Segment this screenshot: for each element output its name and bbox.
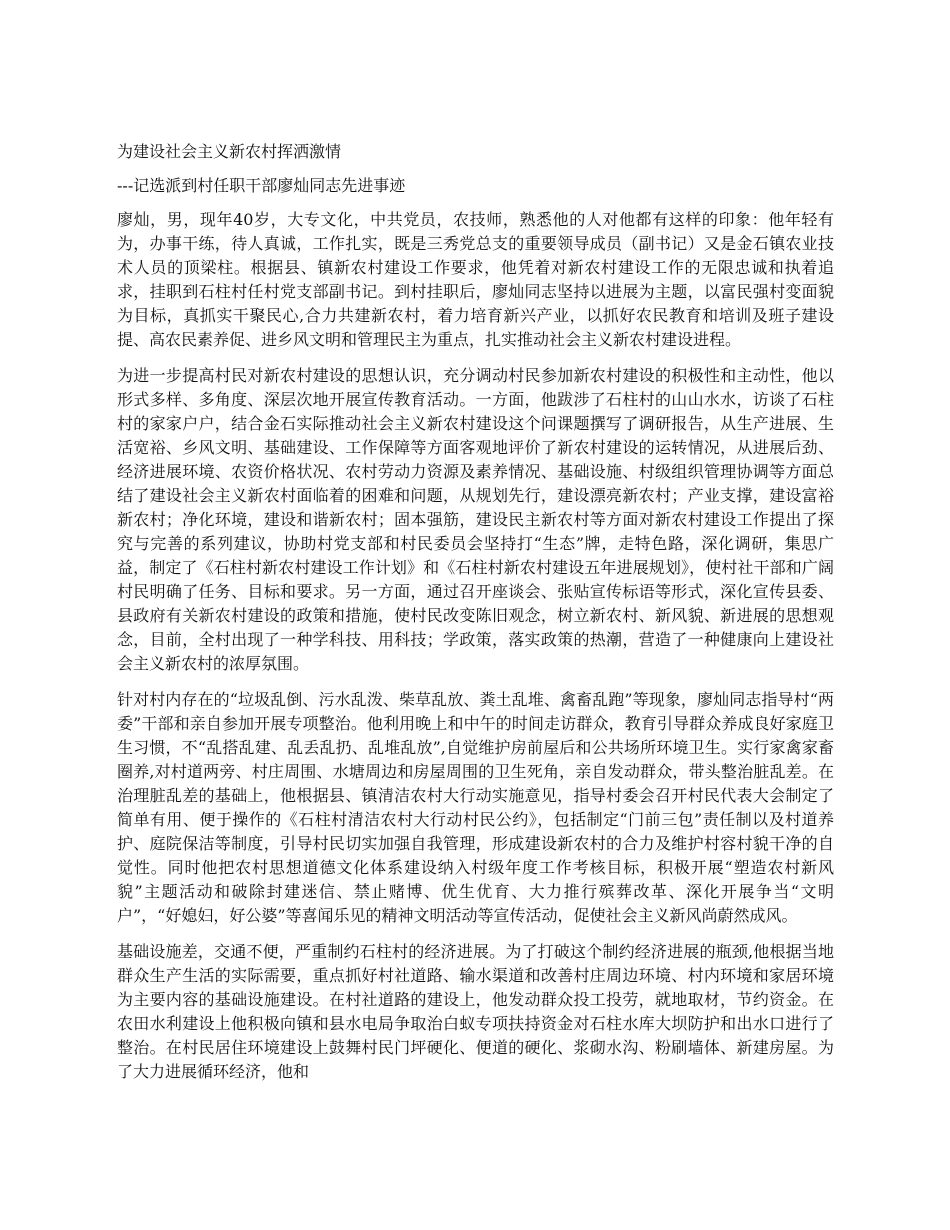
document-title: 为建设社会主义新农村挥洒激情 xyxy=(117,142,342,161)
document-subtitle: ---记选派到村任职干部廖灿同志先进事迹 xyxy=(117,176,406,195)
paragraph-1: 廖灿，男，现年40岁，大专文化，中共党员，农技师，熟悉他的人对他都有这样的印象：他年轻有为，办事干练，待人真诚，工作扎实，既是三秀党总支的重要领导成员（副书记）又是金石镇农业技术人员的顶梁柱。根据县、镇新农村建设工作要求，他凭着对新农村建设工作的无限忠诚和执着追求，挂职到石柱村任村党支部副书记。到村挂职后，廖灿同志坚持以进展为主题，以富民强村变面貌为目标，真抓实干聚民心,合力共建新农村，着力培育新兴产业，以抓好农民教育和培训及班子建设提、高农民素养促、进乡风文明和管理民主为重点，扎实推动社会主义新农村建设进程。 xyxy=(117,210,834,349)
paragraph-2: 为进一步提高村民对新农村建设的思想认识，充分调动村民参加新农村建设的积极性和主动性，他以形式多样、多角度、深层次地开展宣传教育活动。一方面，他跋涉了石柱村的山山水水，访谈了石柱村的家家户户，结合金石实际推动社会主义新农村建设这个问课题撰写了调研报告，从生产进展、生活宽裕、乡风文明、基础建设、工作保障等方面客观地评价了新农村建设的运转情况，从进展后劲、经济进展环境、农资价格状况、农村劳动力资源及素养情况、基础设施、村级组织管理协调等方面总结了建设社会主义新农村面临着的困难和问题，从规划先行，建设漂亮新农村；产业支撑，建设富裕新农村；净化环境，建设和谐新农村；固本强筋，建设民主新农村等方面对新农村建设工作提出了探究与完善的系列建议，协助村党支部和村民委员会坚持打“生态”牌，走特色路，深化调研，集思广益，制定了《石柱村新农村建设工作计划》和《石柱村新农村建设五年进展规划》，使村社干部和广阔村民明确了任务、目标和要求。另一方面，通过召开座谈会、张贴宣传标语等形式，深化宣传县委、县政府有关新农村建设的政策和措施，使村民改变陈旧观念，树立新农村、新风貌、新进展的思想观念，目前，全村出现了一种学科技、用科技；学政策，落实政策的热潮，营造了一种健康向上建设社会主义新农村的浓厚氛围。 xyxy=(117,366,834,673)
paragraph-4: 基础设施差，交通不便，严重制约石柱村的经济进展。为了打破这个制约经济进展的瓶颈,他根据当地群众生产生活的实际需要，重点抓好村社道路、输水渠道和改善村庄周边环境、村内环境和家居环境为主要内容的基础设施建设。在村社道路的建设上，他发动群众投工投劳，就地取材，节约资金。在农田水利建设上他积极向镇和县水电局争取治白蚁专项扶持资金对石柱水库大坝防护和出水口进行了整治。在村民居住环境建设上鼓舞村民门坪硬化、便道的硬化、浆砌水沟、粉刷墙体、新建房屋。为了大力进展循环经济，他和 xyxy=(117,942,834,1081)
paragraph-3: 针对村内存在的“垃圾乱倒、污水乱泼、柴草乱放、粪土乱堆、禽畜乱跑”等现象，廖灿同志指导村“两委”干部和亲自参加开展专项整治。他利用晚上和中午的时间走访群众，教育引导群众养成良好家庭卫生习惯，不“乱搭乱建、乱丢乱扔、乱堆乱放”,自觉维护房前屋后和公共场所环境卫生。实行家禽家畜圈养,对村道两旁、村庄周围、水塘周边和房屋周围的卫生死角，亲自发动群众，带头整治脏乱差。在治理脏乱差的基础上，他根据县、镇清洁农村大行动实施意见，指导村委会召开村民代表大会制定了简单有用、便于操作的《石柱村清洁农村大行动村民公约》，包括制定“门前三包”责任制以及村道养护、庭院保洁等制度，引导村民切实加强自我管理，形成建设新农村的合力及维护村容村貌干净的自觉性。同时他把农村思想道德文化体系建设纳入村级年度工作考核目标，积极开展“塑造农村新风貌”主题活动和破除封建迷信、禁止赌博、优生优育、大力推行殡葬改革、深化开展争当“文明户”，“好媳妇，好公婆”等喜闻乐见的精神文明活动等宣传活动，促使社会主义新风尚蔚然成风。 xyxy=(117,690,834,925)
document-page xyxy=(117,140,834,1096)
